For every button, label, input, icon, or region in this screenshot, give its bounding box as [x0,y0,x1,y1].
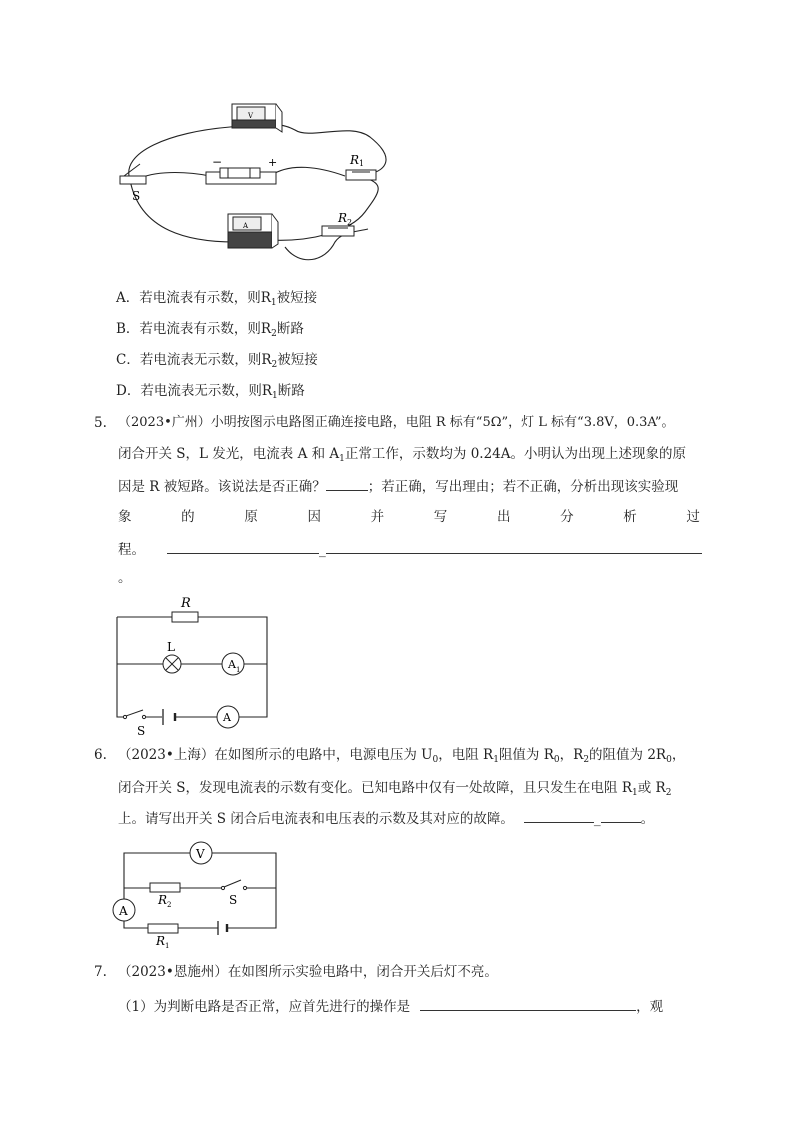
q5-char: 的 [181,509,195,525]
label-r2-sub: 2 [167,901,172,909]
minus-sign: − [212,155,223,169]
q7-answer-blank-1[interactable] [420,996,636,1011]
q6-text: 的阻值为 2R [589,747,667,763]
option-sub: 1 [270,298,277,308]
q7-number: 7. [94,964,107,980]
label-s: S [229,893,238,907]
q5-char: 出 [496,509,511,525]
option-text: 被短接 [276,290,318,306]
q5-char: 分 [560,509,574,525]
q7-line1: （2023•恩施州）在如图所示实验电路中，闭合开关后灯不亮。 [118,964,498,980]
q6-text: 上。请写出开关 S 闭合后电流表和电压表的示数及其对应的故障。 [118,811,514,827]
q6-sub: 0 [553,755,560,765]
q5-line2 [118,444,686,464]
battery [163,709,175,725]
option-r: R [261,352,272,368]
option-sub: 2 [271,360,278,370]
label-s: S [137,724,146,738]
q5-number: 5. [94,415,107,431]
option-sub: 1 [272,391,278,401]
voltmeter [232,104,282,132]
label-r1: R [350,153,360,167]
lamp-l [163,655,181,673]
q6-circuit-figure [110,840,286,952]
option-b [116,319,304,339]
option-r: R [260,290,271,306]
q6-text: 。 [640,811,655,827]
resistor-r2 [322,226,354,236]
option-text: D．若电流表无示数，则 [116,383,262,399]
label-r: R [181,596,191,611]
q6-number: 6. [94,747,107,763]
label-s: S [132,189,141,203]
q5-text: 正常工作，示数均为 0.24A。小明认为出现上述现象的原 [344,446,687,462]
label-r1-sub: 1 [165,942,170,950]
voltmeter-face: V [248,112,254,120]
switch-s [221,880,246,890]
q5-text: 因是 R 被短路。该说法是否正确？ [118,479,326,495]
battery [218,921,227,935]
q6-text: 或 R [637,780,666,796]
resistor-r [172,612,198,622]
label-r1: R [156,934,166,948]
q6-text: ，电阻 R [438,747,494,763]
q6-sub: 0 [432,755,439,765]
q6-text: （2023•上海）在如图所示的电路中，电源电压为 U [118,747,433,763]
q5-line1: （2023•广州）小明按图示电路图正确连接电路，电阻 R 标有“5Ω”，灯 L 标有“3.8V，0.3A”。 [118,415,675,430]
option-a [116,288,317,308]
q5-line6: 。 [118,570,132,586]
switch-s [120,164,146,184]
option-text: C．若电流表无示数，则 [116,352,262,368]
q5-char: 原 [244,509,258,525]
battery [206,168,276,184]
q6-sub: 1 [632,788,638,798]
q5-text: ；若正确，写出理由；若不正确，分析出现该实验现 [367,479,679,495]
option-text: B．若电流表有示数，则 [116,321,261,337]
q5-char: 并 [370,509,385,525]
label-l: L [167,640,175,654]
q6-sub: 0 [666,755,672,765]
q5-char: 写 [433,509,448,525]
option-r: R [260,321,272,337]
resistor-r1 [346,170,376,180]
q5-char: 象 [118,509,132,525]
ammeter-face: A [243,222,249,230]
resistor-r1 [148,924,178,933]
resistor-r2 [150,883,180,892]
q7-line2 [118,996,663,1017]
q5-circuit-figure [110,592,280,738]
label-a1-sub: 1 [236,666,241,674]
label-r2: R [338,211,348,225]
switch-s [123,710,145,719]
q4-circuit-figure [110,92,400,272]
q5-answer-blank-1[interactable] [326,476,368,491]
q6-underscore: _ [593,811,601,827]
q6-answer-blank-2[interactable] [601,808,641,823]
q5-line5 [118,539,702,560]
q6-line2 [118,778,671,798]
option-text: A．若电流表有示数，则 [116,290,261,306]
q5-char: 过 [686,509,700,525]
option-text: 断路 [276,321,304,337]
label-r1-sub: 1 [359,159,365,168]
label-v: V [196,847,205,861]
option-text: 断路 [277,383,305,399]
label-a: A [119,904,128,918]
q5-sub: 1 [339,454,345,464]
q5-char: 析 [623,509,637,525]
q6-text: 阻值为 R [498,747,554,763]
option-text: 被短接 [277,352,318,368]
option-c [116,350,318,370]
q6-line1 [118,745,685,765]
q5-line3 [118,476,678,497]
q5-text: 程。 [118,542,145,558]
label-r2: R [158,893,168,907]
q5-char: 因 [307,509,321,525]
q6-line3 [118,808,654,829]
option-sub: 2 [271,329,277,339]
q6-sub: 1 [493,755,499,765]
q5-line4 [118,507,700,527]
option-d [116,381,305,401]
q7-text: ，观 [636,999,664,1015]
q5-underscore: _ [319,542,326,558]
q6-sub: 2 [583,755,590,765]
q5-answer-blank-2[interactable] [167,539,319,554]
q6-answer-blank-1[interactable] [524,808,594,823]
label-a: A [223,711,231,724]
q6-sub: 2 [665,788,672,798]
ammeter [228,214,278,248]
q5-answer-blank-3[interactable] [326,539,702,554]
plus-sign: + [268,156,278,169]
label-a1: A [228,658,236,671]
q7-text: （1）为判断电路是否正常，应首先进行的操作是 [118,999,411,1015]
label-r2-sub: 2 [347,218,353,227]
option-r: R [261,383,272,399]
q6-text: ，R [559,747,584,763]
q6-text: 闭合开关 S，发现电流表的示数有变化。已知电路中仅有一处故障，且只发生在电阻 R [118,780,632,796]
q5-text: 闭合开关 S，L 发光，电流表 A 和 A [118,446,340,462]
q6-text: ， [671,747,686,763]
